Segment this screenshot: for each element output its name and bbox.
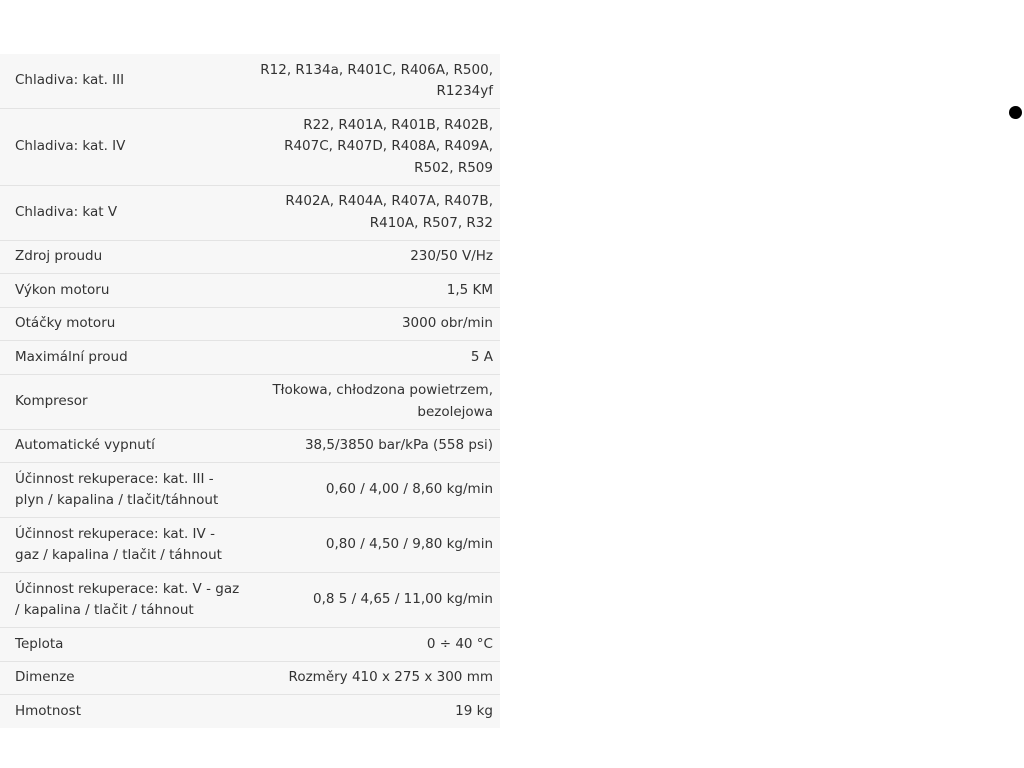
- spec-value: 5 A: [247, 341, 500, 375]
- spec-value: 0 ÷ 40 °C: [247, 628, 500, 662]
- spec-label: Chladiva: kat. III: [0, 54, 247, 109]
- table-row: [0, 628, 500, 662]
- table-row: [0, 341, 500, 375]
- spec-value: 230/50 V/Hz: [247, 240, 500, 274]
- table-row: [0, 109, 500, 186]
- spec-value: 1,5 KM: [247, 274, 500, 308]
- spec-value: 0,60 / 4,00 / 8,60 kg/min: [247, 463, 500, 518]
- spec-label: Chladiva: kat. IV: [0, 109, 247, 186]
- spec-label: Automatické vypnutí: [0, 429, 247, 463]
- table-row: [0, 374, 500, 429]
- spec-value: 38,5/3850 bar/kPa (558 psi): [247, 429, 500, 463]
- spec-value: Tłokowa, chłodzona powietrzem, bezolejowa: [247, 374, 500, 429]
- table-row: [0, 274, 500, 308]
- spec-label: Chladiva: kat V: [0, 185, 247, 240]
- table-row: [0, 240, 500, 274]
- spec-label: Teplota: [0, 628, 247, 662]
- spec-value: R12, R134a, R401C, R406A, R500, R1234yf: [247, 54, 500, 109]
- spec-label: Účinnost rekuperace: kat. V - gaz / kapalina / tlačit / táhnout: [0, 573, 247, 628]
- table-row: [0, 185, 500, 240]
- spec-value: R22, R401A, R401B, R402B, R407C, R407D, R408A, R409A, R502, R509: [247, 109, 500, 186]
- spec-label: Dimenze: [0, 661, 247, 695]
- spec-label: Výkon motoru: [0, 274, 247, 308]
- table-row: [0, 463, 500, 518]
- table-row: [0, 54, 500, 109]
- spec-label: Kompresor: [0, 374, 247, 429]
- spec-label: Maximální proud: [0, 341, 247, 375]
- table-row: [0, 307, 500, 341]
- spec-value: Rozměry 410 x 275 x 300 mm: [247, 661, 500, 695]
- spec-value: R402A, R404A, R407A, R407B, R410A, R507, R32: [247, 185, 500, 240]
- spec-label: Účinnost rekuperace: kat. IV - gaz / kapalina / tlačit / táhnout: [0, 518, 247, 573]
- table-row: [0, 661, 500, 695]
- spec-label: Otáčky motoru: [0, 307, 247, 341]
- spec-value: 0,8 5 / 4,65 / 11,00 kg/min: [247, 573, 500, 628]
- spec-value: 0,80 / 4,50 / 9,80 kg/min: [247, 518, 500, 573]
- table-row: [0, 429, 500, 463]
- spec-value: 3000 obr/min: [247, 307, 500, 341]
- specifications-table: [0, 54, 500, 728]
- spec-label: Účinnost rekuperace: kat. III - plyn / kapalina / tlačit/táhnout: [0, 463, 247, 518]
- bullet-dot: [1009, 106, 1022, 119]
- table-row: [0, 518, 500, 573]
- spec-label: Hmotnost: [15, 702, 81, 719]
- table-row: [0, 695, 500, 728]
- spec-value: 19 kg: [455, 702, 493, 719]
- table-row: [0, 573, 500, 628]
- spec-label: Zdroj proudu: [0, 240, 247, 274]
